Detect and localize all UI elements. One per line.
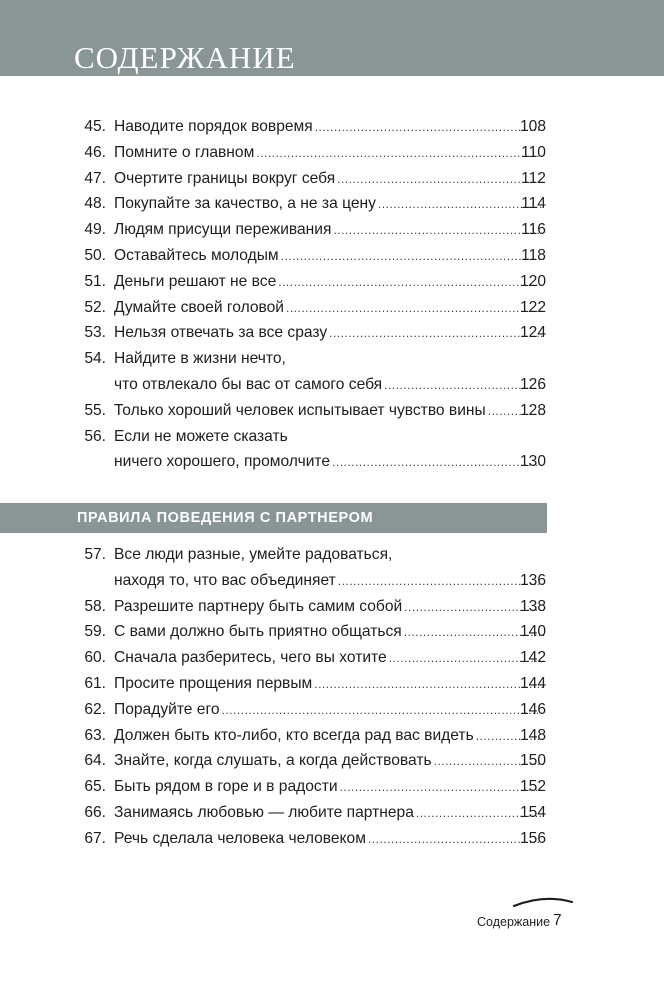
toc-entry-line — [0, 424, 664, 450]
entry-title: Быть рядом в горе и в радости — [114, 778, 338, 796]
entry-number: 67. — [84, 829, 106, 847]
toc-entry-line — [0, 191, 664, 217]
toc-entry — [0, 800, 664, 826]
dot-leader — [333, 218, 544, 244]
entry-number: 66. — [84, 803, 106, 821]
entry-page-number: 116 — [521, 221, 546, 239]
toc-entry-line — [0, 166, 664, 192]
entry-number: 54. — [84, 350, 106, 368]
entry-title-with-leader — [114, 671, 546, 698]
entry-title-with-leader — [114, 191, 546, 218]
entry-title-with-leader — [114, 748, 546, 775]
entry-page-number: 150 — [519, 752, 546, 770]
toc-entry-line — [0, 542, 664, 568]
entry-title-with-leader — [114, 398, 546, 425]
toc-entry-line — [0, 723, 664, 749]
entry-title-with-leader — [114, 166, 546, 193]
entry-number: 46. — [84, 143, 106, 161]
toc-entry-line — [0, 748, 664, 774]
entry-number: 55. — [84, 401, 106, 419]
toc-entry-line — [0, 346, 664, 372]
entry-title: Деньги решают не все — [114, 272, 277, 290]
entry-page-number: 112 — [521, 169, 546, 187]
entry-page-number: 142 — [519, 649, 546, 667]
toc-entry — [0, 619, 664, 645]
toc-entry — [0, 671, 664, 697]
entry-number: 52. — [84, 298, 106, 316]
entry-title: Занимаясь любовью — любите партнера — [114, 803, 414, 821]
entry-number: 50. — [84, 246, 106, 264]
entry-title-with-leader — [114, 723, 546, 750]
entry-number: 61. — [84, 674, 106, 692]
entry-page-number: 130 — [519, 453, 546, 471]
toc-entry — [0, 826, 664, 852]
entry-title: Речь сделала человека человеком — [114, 829, 366, 847]
toc-entry — [0, 424, 664, 476]
entry-number: 64. — [84, 752, 106, 770]
toc-list-2 — [0, 542, 664, 852]
entry-number: 51. — [84, 272, 106, 290]
entry-title: Найдите в жизни нечто, — [114, 350, 286, 368]
entry-title: что отвлекало бы вас от самого себя — [114, 375, 383, 393]
entry-number: 62. — [84, 700, 106, 718]
toc-entry-line — [0, 295, 664, 321]
entry-title: Если не можете сказать — [114, 427, 288, 445]
section-header-band — [0, 503, 547, 533]
entry-number: 57. — [84, 546, 106, 563]
dot-leader — [315, 115, 544, 141]
entry-page-number: 156 — [519, 829, 546, 847]
entry-title-with-leader — [114, 645, 546, 672]
toc-entry — [0, 542, 664, 594]
dot-leader — [222, 698, 545, 724]
footer-section-label: Содержание — [477, 915, 551, 929]
dot-leader — [368, 827, 544, 853]
dot-leader — [278, 270, 544, 296]
entry-title-with-leader — [114, 774, 546, 801]
toc-entry — [0, 114, 664, 140]
entry-title: Знайте, когда слушать, а когда действовать — [114, 752, 432, 770]
entry-number: 49. — [84, 221, 106, 239]
toc-entry — [0, 645, 664, 671]
entry-title: Покупайте за качество, а не за цену — [114, 195, 376, 213]
entry-title-with-leader — [114, 594, 546, 621]
entry-title-with-leader — [114, 372, 546, 399]
entry-title: Разрешите партнеру быть самим собой — [114, 597, 403, 615]
entry-title: Сначала разберитесь, чего вы хотите — [114, 649, 387, 667]
entry-number: 59. — [84, 623, 106, 641]
entry-number: 56. — [84, 427, 106, 445]
toc-entry-line — [0, 114, 664, 140]
entry-number: 63. — [84, 726, 106, 744]
entry-title: ничего хорошего, промолчите — [114, 453, 331, 471]
dot-leader — [314, 672, 544, 698]
entry-title-with-leader — [114, 697, 546, 724]
toc-list-1 — [0, 114, 664, 475]
toc-entry — [0, 269, 664, 295]
entry-page-number: 140 — [519, 623, 546, 641]
entry-page-number: 148 — [519, 726, 546, 744]
entry-page-number: 114 — [521, 195, 546, 213]
toc-entry-line — [0, 826, 664, 852]
entry-title: находя то, что вас объединяет — [114, 571, 336, 589]
toc-entry-line — [0, 449, 664, 475]
entry-title: Только хороший человек испытывает чувство вины — [114, 401, 486, 419]
entry-number: 47. — [84, 169, 106, 187]
entry-page-number: 118 — [521, 246, 546, 264]
entry-page-number: 144 — [519, 674, 546, 692]
toc-entry-line — [0, 320, 664, 346]
entry-title: Нельзя отвечать за все сразу — [114, 324, 328, 342]
dot-leader — [337, 167, 544, 193]
toc-entry — [0, 346, 664, 398]
entry-title: Помните о главном — [114, 143, 255, 161]
entry-page-number: 108 — [519, 118, 546, 135]
entry-title-with-leader — [114, 243, 546, 270]
entry-number: 65. — [84, 778, 106, 796]
toc-entry — [0, 295, 664, 321]
toc-entry — [0, 748, 664, 774]
entry-number: 48. — [84, 195, 106, 213]
toc-entry-line — [0, 568, 664, 594]
entry-title: Наводите порядок вовремя — [114, 118, 313, 135]
dot-leader — [338, 569, 544, 595]
toc-entry-line — [0, 140, 664, 166]
dot-leader — [256, 141, 544, 167]
toc-entry — [0, 166, 664, 192]
footer-page-number: 7 — [553, 912, 562, 929]
entry-title-with-leader — [114, 140, 546, 167]
toc-entry — [0, 243, 664, 269]
toc-entry-line — [0, 697, 664, 723]
entry-title: Думайте своей головой — [114, 298, 285, 316]
entry-page-number: 128 — [519, 401, 546, 419]
entry-title-with-leader — [114, 568, 546, 595]
entry-page-number: 152 — [519, 778, 546, 796]
header-band — [0, 0, 664, 76]
entry-title: Все люди разные, умейте радоваться, — [114, 546, 393, 563]
entry-number: 45. — [84, 118, 106, 135]
toc-entry — [0, 320, 664, 346]
entry-title: Людям присущи переживания — [114, 221, 332, 239]
dot-leader — [329, 321, 544, 347]
dot-leader — [281, 244, 544, 270]
toc-entry — [0, 398, 664, 424]
toc-entry-line — [0, 217, 664, 243]
entry-title: Просите прощения первым — [114, 674, 313, 692]
entry-title: С вами должно быть приятно общаться — [114, 623, 402, 641]
entry-title-with-leader — [114, 320, 546, 347]
toc-entry — [0, 723, 664, 749]
toc-entry — [0, 594, 664, 620]
toc-entry-line — [0, 671, 664, 697]
entry-title-with-leader — [114, 217, 546, 244]
toc-entry-line — [0, 619, 664, 645]
entry-title: Очертите границы вокруг себя — [114, 169, 336, 187]
entry-title-with-leader — [114, 295, 546, 322]
toc-entry-line — [0, 398, 664, 424]
dot-leader — [332, 450, 544, 476]
toc-entry — [0, 697, 664, 723]
entry-page-number: 124 — [519, 324, 546, 342]
footer-swoosh-icon — [512, 894, 574, 908]
entry-page-number: 126 — [519, 375, 546, 393]
entry-page-number: 120 — [519, 272, 546, 290]
dot-leader — [286, 296, 544, 322]
toc-entry — [0, 774, 664, 800]
entry-page-number: 122 — [519, 298, 546, 316]
toc-entry-line — [0, 800, 664, 826]
toc-entry-line — [0, 243, 664, 269]
section-title: ПРАВИЛА ПОВЕДЕНИЯ С ПАРТНЕРОМ — [77, 510, 374, 526]
entry-title-with-leader — [114, 269, 546, 296]
entry-title-with-leader — [114, 800, 546, 827]
entry-title-with-leader — [114, 619, 546, 646]
toc-entry-line — [0, 372, 664, 398]
entry-title: Порадуйте его — [114, 700, 220, 718]
entry-title-with-leader — [114, 826, 546, 853]
entry-page-number: 146 — [519, 700, 546, 718]
dot-leader — [378, 192, 544, 218]
entry-page-number: 136 — [519, 571, 546, 589]
toc-entry — [0, 140, 664, 166]
entry-number: 53. — [84, 324, 106, 342]
entry-title: Должен быть кто-либо, кто всегда рад вас видеть — [114, 726, 474, 744]
dot-leader — [340, 775, 544, 801]
toc-entry — [0, 217, 664, 243]
entry-title-with-leader — [114, 449, 546, 476]
entry-title: Оставайтесь молодым — [114, 246, 279, 264]
toc-entry — [0, 191, 664, 217]
entry-page-number: 138 — [519, 597, 546, 615]
page-title: СОДЕРЖАНИЕ — [74, 40, 296, 75]
entry-page-number: 154 — [519, 803, 546, 821]
toc-entry-line — [0, 594, 664, 620]
entry-number: 60. — [84, 649, 106, 667]
entry-number: 58. — [84, 597, 106, 615]
toc-entry-line — [0, 269, 664, 295]
toc-entry-line — [0, 774, 664, 800]
entry-title-with-leader — [114, 114, 546, 141]
entry-page-number: 110 — [521, 143, 546, 161]
toc-entry-line — [0, 645, 664, 671]
